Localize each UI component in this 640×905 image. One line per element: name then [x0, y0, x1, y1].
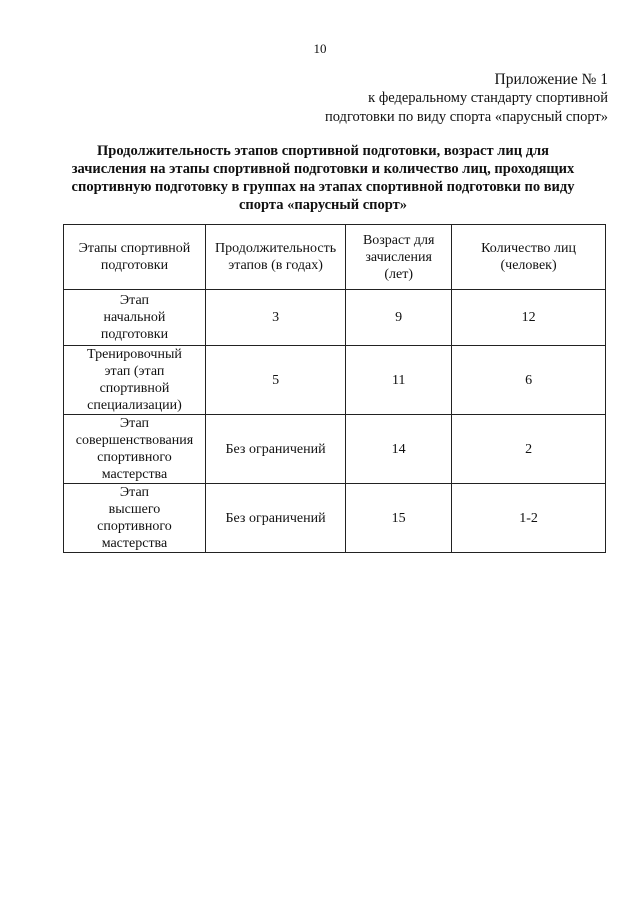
age-cell: 11 — [346, 346, 452, 415]
stage-line: спортивной — [99, 381, 170, 396]
age-cell: 9 — [346, 290, 452, 346]
appendix-heading — [325, 70, 608, 127]
stage-line: спортивного — [97, 450, 172, 465]
stage-line: Тренировочный — [87, 347, 182, 362]
table-header-row — [64, 225, 606, 290]
stage-line: высшего — [108, 502, 161, 517]
document-title-line: спорта «парусный спорт» — [239, 197, 407, 213]
stage-line: мастерства — [101, 467, 168, 482]
count-cell: 1-2 — [452, 484, 606, 553]
stage-line: подготовки — [100, 327, 169, 342]
header-age-line: Возраст для — [362, 232, 435, 248]
document-title-line: Продолжительность этапов спортивной подготовки, возраст лиц для — [96, 143, 550, 159]
header-age-line: зачисления — [365, 249, 432, 265]
header-age-line: (лет) — [384, 266, 413, 282]
age-cell: 14 — [346, 415, 452, 484]
stage-line: мастерства — [101, 536, 168, 551]
duration-cell: 3 — [205, 290, 345, 346]
document-title-line: зачисления на этапы спортивной подготовки и количество лиц, проходящих — [71, 161, 575, 177]
table-row — [64, 290, 606, 346]
header-stage-line: Этапы спортивной — [78, 241, 191, 256]
count-cell: 6 — [452, 346, 606, 415]
duration-cell: 5 — [205, 346, 345, 415]
count-cell: 2 — [452, 415, 606, 484]
header-count-line: Количество лиц — [481, 241, 576, 256]
appendix-reference-line: к федеральному стандарту спортивной — [368, 90, 608, 106]
header-duration — [205, 225, 345, 290]
duration-cell: Без ограничений — [205, 415, 345, 484]
stage-line: спортивного — [97, 519, 172, 534]
header-stage-line: подготовки — [100, 258, 169, 273]
stages-table — [63, 224, 606, 553]
stage-cell — [64, 346, 206, 415]
stage-cell — [64, 415, 206, 484]
count-cell: 12 — [452, 290, 606, 346]
page-number: 10 — [313, 41, 327, 56]
age-cell: 15 — [346, 484, 452, 553]
table-row — [64, 484, 606, 553]
duration-cell: Без ограничений — [205, 484, 345, 553]
document-title-line: спортивную подготовку в группах на этапах спортивной подготовки по виду — [71, 179, 575, 195]
stage-cell — [64, 484, 206, 553]
stage-line: Этап — [119, 416, 149, 431]
header-count-line: (человек) — [500, 258, 557, 273]
stage-line: совершенствования — [75, 433, 194, 448]
stage-line: Этап — [119, 293, 149, 308]
header-duration-line: Продолжительность — [215, 241, 337, 256]
header-count — [452, 225, 606, 290]
document-title — [40, 142, 606, 214]
stage-line: этап (этап — [104, 364, 165, 379]
header-age — [346, 225, 452, 290]
stage-cell — [64, 290, 206, 346]
stage-line: начальной — [103, 310, 166, 325]
appendix-reference-line: подготовки по виду спорта «парусный спорт» — [324, 109, 608, 125]
stage-line: специализации) — [87, 398, 182, 413]
header-stage — [64, 225, 206, 290]
table-row — [64, 415, 606, 484]
stage-line: Этап — [119, 485, 149, 500]
appendix-number: Приложение № 1 — [494, 71, 608, 88]
table-row — [64, 346, 606, 415]
header-duration-line: этапов (в годах) — [228, 258, 323, 273]
